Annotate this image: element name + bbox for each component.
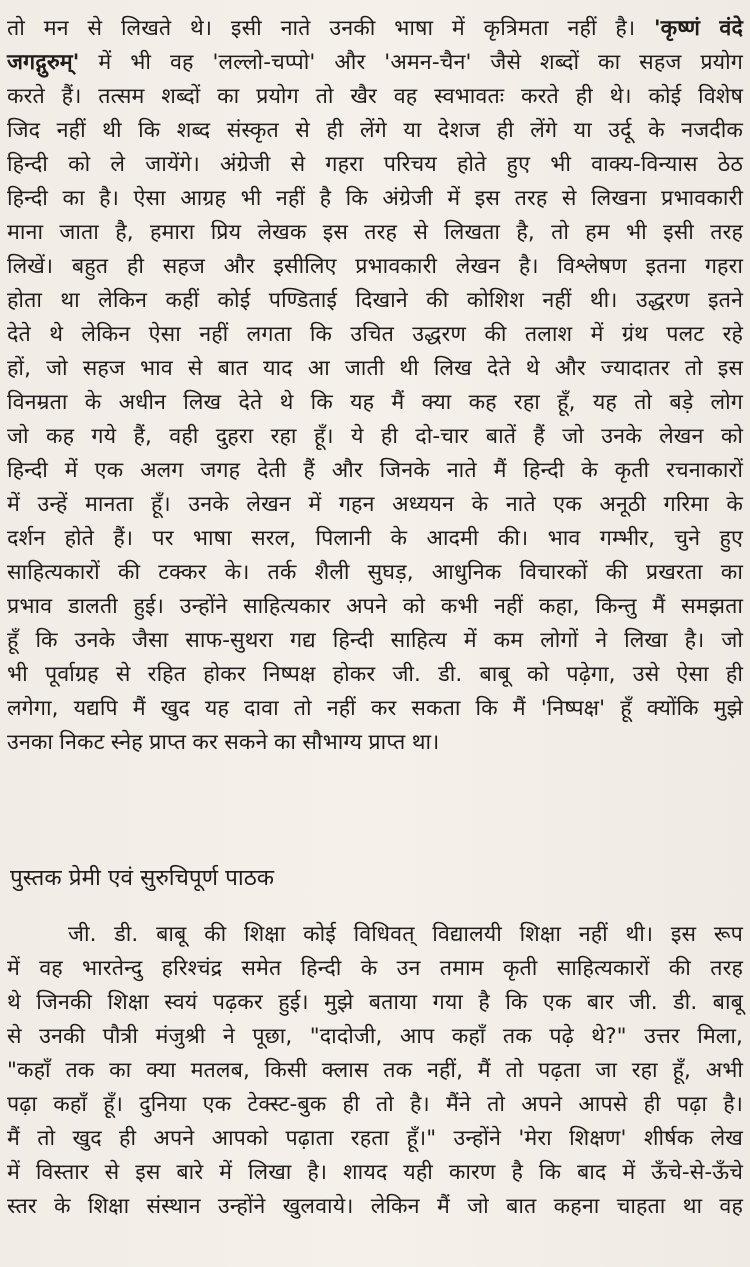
text-line: में वह भारतेन्दु हरिश्चंद्र समेत हिन्दी के उन तमाम कृती साहित्यकारों की तरह: [7, 956, 743, 981]
text-line: से उनकी पौत्री मंजुश्री ने पूछा, "दादोजी, आप कहाँ तक पढ़े थे?" उत्तर मिला,: [7, 1024, 743, 1049]
text-line: विनम्रता के अधीन लिख देते थे कि यह मैं क्या कह रहा हूँ, यह तो बड़े लोग: [7, 390, 743, 415]
text-line: भी पूर्वाग्रह से रहित होकर निष्पक्ष होकर जी. डी. बाबू को पढ़ेगा, उसे ऐसा ही: [7, 662, 743, 687]
text-line: जिद नहीं थी कि शब्द संस्कृत से ही लेंगे या देशज ही लेंगे या उर्दू के नजदीक: [7, 118, 743, 143]
bold-title-segment: 'कृष्णं वंदे: [654, 16, 743, 41]
text-line: मैं तो खुद ही अपने आपको पढ़ाता रहता हूँ।" उन्होंने 'मेरा शिक्षण' शीर्षक लेख: [7, 1126, 743, 1151]
text-line: देते थे लेकिन ऐसा नहीं लगता कि उचित उद्धरण की तलाश में ग्रंथ पलट रहे: [7, 322, 743, 347]
text-line: [7, 12, 743, 46]
text-line: हिन्दी को ले जायेंगे। अंग्रेजी से गहरा परिचय होते हुए भी वाक्य-विन्यास ठेठ: [7, 152, 743, 177]
text-line: में विस्तार से इस बारे में लिखा है। शायद यही कारण है कि बाद में ऊँचे-से-ऊँचे: [7, 1160, 743, 1185]
text-line: लिखें। बहुत ही सहज और इसीलिए प्रभावकारी लेखन है। विश्लेषण इतना गहरा: [7, 254, 743, 279]
text-line: [7, 46, 743, 80]
text-segment: में भी वह 'लल्लो-चप्पो' और 'अमन-चैन' जैसे शब्दों का सहज प्रयोग: [79, 50, 743, 75]
text-line: प्रभाव डालती हुई। उन्होंने साहित्यकार अपने को कभी नहीं कहा, किन्तु मैं समझता: [7, 594, 743, 619]
text-line: हिन्दी का है। ऐसा आग्रह भी नहीं है कि अंग्रेजी में इस तरह से लिखना प्रभावकारी: [7, 186, 743, 211]
text-line: जी. डी. बाबू की शिक्षा कोई विधिवत् विद्यालयी शिक्षा नहीं थी। इस रूप: [68, 922, 743, 947]
text-line: हूँ कि उनके जैसा साफ-सुथरा गद्य हिन्दी साहित्य में कम लोगों ने लिखा है। जो: [7, 628, 743, 653]
bold-title-segment: जगद्गुरुम्': [7, 50, 80, 75]
text-line: करते हैं। तत्सम शब्दों का प्रयोग तो खैर वह स्वभावतः करते ही थे। कोई विशेष: [7, 84, 743, 109]
text-line: थे जिनकी शिक्षा स्वयं पढ़कर हुई। मुझे बताया गया है कि एक बार जी. डी. बाबू: [7, 990, 743, 1015]
text-line: जो कह गये हैं, वही दुहरा रहा हूँ। ये ही दो-चार बातें हैं जो उनके लेखन को: [7, 424, 743, 449]
text-line: हिन्दी में एक अलग जगह देती हैं और जिनके नाते मैं हिन्दी के कृती रचनाकारों: [7, 458, 743, 483]
section-heading: पुस्तक प्रेमी एवं सुरुचिपूर्ण पाठक: [10, 865, 275, 891]
text-line: दर्शन होते हैं। पर भाषा सरल, पिलानी के आदमी की। भाव गम्भीर, चुने हुए: [7, 526, 743, 551]
text-line: पढ़ा कहाँ हूँ। दुनिया एक टेक्स्ट-बुक ही तो है। मैंने तो अपने आपसे ही पढ़ा है।: [7, 1092, 743, 1117]
text-segment: तो मन से लिखते थे। इसी नाते उनकी भाषा में कृत्रिमता नहीं है।: [7, 16, 654, 41]
text-line: साहित्यकारों की टक्कर के। तर्क शैली सुघड़, आधुनिक विचारकों की प्रखरता का: [7, 560, 743, 585]
text-line: लगेगा, यद्यपि मैं खुद यह दावा तो नहीं कर सकता कि मैं 'निष्पक्ष' हूँ क्योंकि मुझे: [7, 696, 743, 721]
text-line: स्तर के शिक्षा संस्थान उन्होंने खुलवाये। लेकिन मैं जो बात कहना चाहता था वह: [7, 1194, 743, 1219]
text-line: उनका निकट स्नेह प्राप्त कर सकने का सौभाग्य प्राप्त था।: [7, 730, 440, 755]
text-line: में उन्हें मानता हूँ। उनके लेखन में गहन अध्ययन के नाते एक अनूठी गरिमा के: [7, 492, 743, 517]
text-line: माना जाता है, हमारा प्रिय लेखक इस तरह से लिखता है, तो हम भी इसी तरह: [7, 220, 743, 245]
text-line: हों, जो सहज भाव से बात याद आ जाती थी लिख देते थे और ज्यादातर तो इस: [7, 356, 743, 381]
text-line: होता था लेकिन कहीं कोई पण्डिताई दिखाने की कोशिश नहीं थी। उद्धरण इतने: [7, 288, 743, 313]
text-line: "कहाँ तक का क्या मतलब, किसी क्लास तक नहीं, मैं तो पढ़ता जा रहा हूँ, अभी: [7, 1058, 743, 1083]
